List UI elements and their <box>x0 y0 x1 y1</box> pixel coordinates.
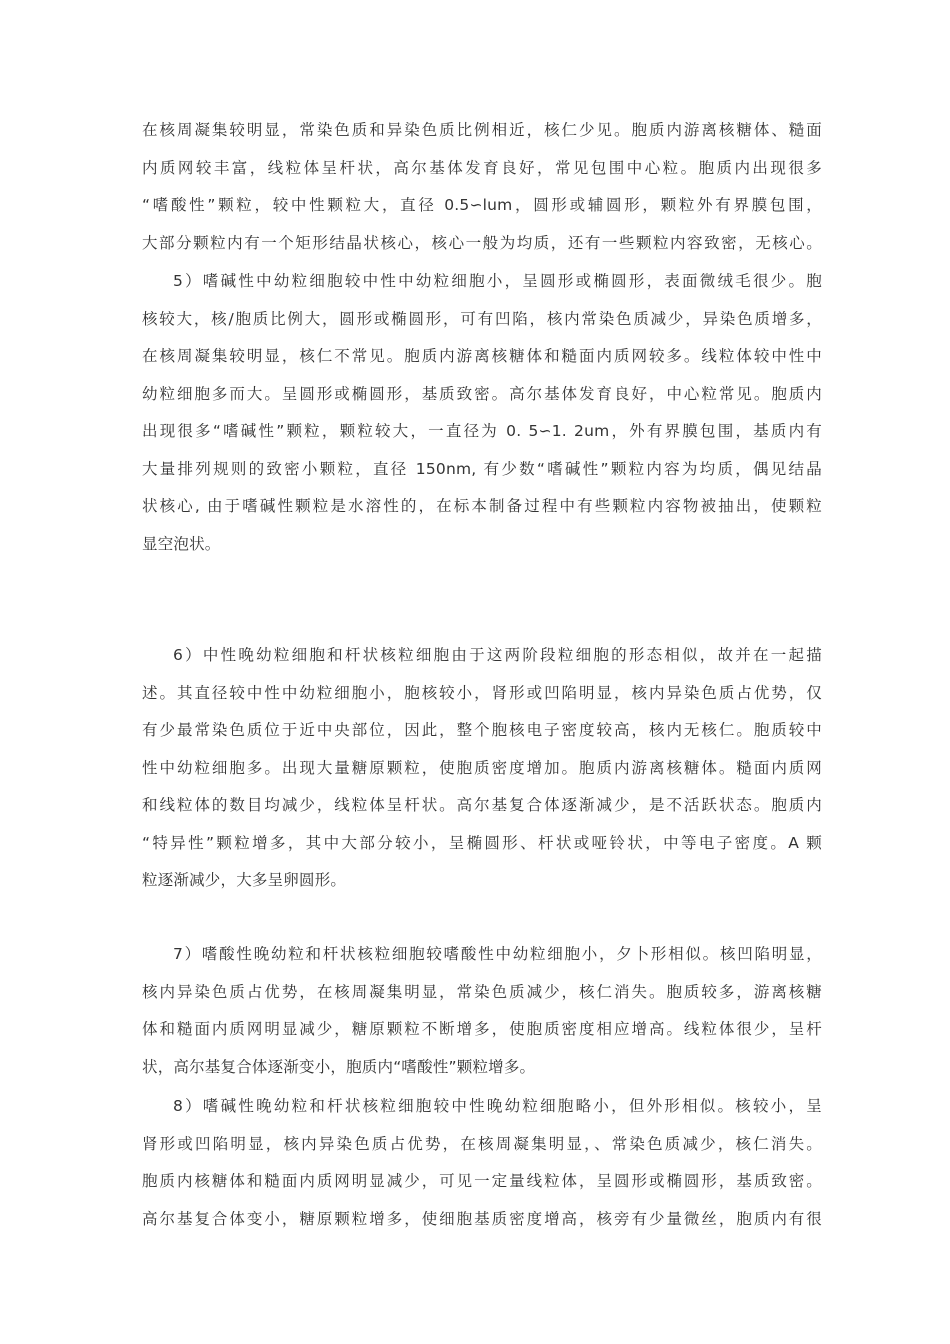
text-line: “嗜酸性”颗粒，较中性颗粒大，直径 0.5∽lum，圆形或辅圆形，颗粒外有界膜包围， <box>142 196 822 214</box>
text-line: 核较大，核/胞质比例大，圆形或椭圆形，可有凹陷，核内常染色质减少，异染色质增多， <box>142 309 822 328</box>
paragraph-continued <box>142 112 822 262</box>
text-line: 7）嗜酸性晚幼粒和杆状核粒细胞较嗜酸性中幼粒细胞小，夕卜形相似。核凹陷明显， <box>173 945 822 963</box>
text-line: 内质网较丰富，线粒体呈杆状，高尔基体发育良好，常见包围中心粒。胞质内出现很多 <box>142 158 822 177</box>
text-line: 大部分颗粒内有一个矩形结晶状核心，核心一般为均质，还有一些颗粒内容致密，无核心。 <box>142 233 822 252</box>
text-line: “特异性”颗粒增多，其中大部分较小，呈椭圆形、杆状或哑铃状，中等电子密度。A 颗 <box>142 833 822 852</box>
paragraph-7 <box>142 936 822 1086</box>
text-line: 肾形或凹陷明显，核内异染色质占优势，在核周凝集明显，、常染色质减少，核仁消失。 <box>142 1134 822 1153</box>
text-line: 幼粒细胞多而大。呈圆形或椭圆形，基质致密。高尔基体发育良好，中心粒常见。胞质内 <box>142 384 822 403</box>
text-line: 性中幼粒细胞多。出现大量糖原颗粒，使胞质密度增加。胞质内游离核糖体。糙面内质网 <box>142 758 822 777</box>
text-line: 在核周凝集较明显，核仁不常见。胞质内游离核糖体和糙面内质网较多。线粒体较中性中 <box>142 347 822 365</box>
paragraph-5 <box>142 263 822 563</box>
text-line: 显空泡状。 <box>142 534 221 553</box>
text-line: 粒逐渐减少，大多呈卵圆形。 <box>142 871 347 889</box>
text-line: 有少最常染色质位于近中央部位，因此，整个胞核电子密度较高，核内无核仁。胞质较中 <box>142 721 822 739</box>
text-line: 述。其直径较中性中幼粒细胞小，胞核较小，肾形或凹陷明显，核内异染色质占优势，仅 <box>142 683 822 702</box>
text-line: 5）嗜碱性中幼粒细胞较中性中幼粒细胞小，呈圆形或椭圆形，表面微绒毛很少。胞 <box>173 272 822 290</box>
text-line: 6）中性晚幼粒细胞和杆状核粒细胞由于这两阶段粒细胞的形态相似，故并在一起描 <box>173 646 822 664</box>
text-line: 在核周凝集较明显，常染色质和异染色质比例相近，核仁少见。胞质内游离核糖体、糙面 <box>142 121 822 139</box>
text-line: 大量排列规则的致密小颗粒，直径 150nm, 有少数“嗜碱性”颗粒内容为均质，偶见结晶 <box>142 459 822 478</box>
paragraph-6 <box>142 637 822 900</box>
text-line: 出现很多“嗜碱性”颗粒，颗粒较大，一直径为 0. 5∽1. 2um，外有界膜包围，基质内有 <box>142 422 822 440</box>
text-line: 8）嗜碱性晚幼粒和杆状核粒细胞较中性晚幼粒细胞略小，但外形相似。核较小，呈 <box>173 1097 822 1115</box>
paragraph-8 <box>142 1088 822 1238</box>
text-line: 状核心, 由于嗜碱性颗粒是水溶性的，在标本制备过程中有些颗粒内容物被抽出，使颗粒 <box>142 497 822 515</box>
text-line: 胞质内核糖体和糙面内质网明显减少，可见一定量线粒体，呈圆形或椭圆形，基质致密。 <box>142 1172 822 1190</box>
text-line: 核内异染色质占优势，在核周凝集明显，常染色质减少，核仁消失。胞质较多，游离核糖 <box>142 982 822 1001</box>
text-line: 体和糙面内质网明显减少，糖原颗粒不断增多，使胞质密度相应增高。线粒体很少，呈杆 <box>142 1020 822 1038</box>
text-line: 和线粒体的数目均减少，线粒体呈杆状。高尔基复合体逐渐减少，是不活跃状态。胞质内 <box>142 796 822 814</box>
text-line: 状，高尔基复合体逐渐变小，胞质内“嗜酸性”颗粒增多。 <box>142 1057 536 1076</box>
text-line: 高尔基复合体变小，糖原颗粒增多，使细胞基质密度增高，核旁有少量微丝，胞质内有很 <box>142 1209 822 1228</box>
